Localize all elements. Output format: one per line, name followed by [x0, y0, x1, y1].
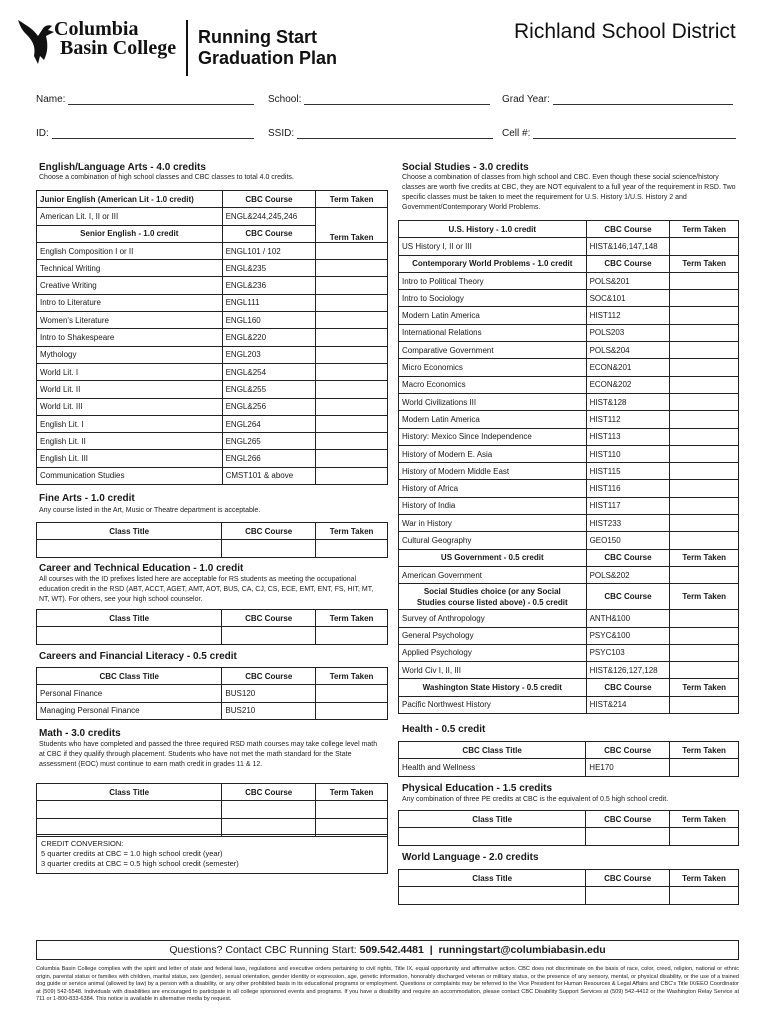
fine-arts-desc: Any course listed in the Art, Music or Theatre department is acceptable. [39, 507, 261, 514]
term-taken-cell[interactable] [670, 759, 739, 776]
cbc-course-cell: GEO150 [586, 532, 670, 549]
cbc-course-cell: ANTH&100 [586, 610, 670, 627]
term-taken-cell[interactable] [316, 398, 388, 415]
term-taken-cell[interactable] [316, 381, 388, 398]
district-name: Richland School District [514, 20, 736, 43]
class-title-cell: Modern Latin America [399, 411, 587, 428]
table-row [399, 307, 739, 324]
term-taken-cell[interactable] [316, 312, 388, 329]
social-choice-line1: Social Studies choice (or any Social [423, 586, 561, 596]
cbc-course-cell: ENGL&254 [222, 363, 316, 380]
cbc-course-cell: ENGL111 [222, 294, 316, 311]
class-title-cell: US History I, II or III [399, 238, 587, 255]
table-row [399, 376, 739, 393]
cbc-course-cell: HIST116 [586, 480, 670, 497]
cbc-course-header: CBC Course [586, 742, 670, 759]
term-taken-cell[interactable] [316, 277, 388, 294]
class-title-cell: War in History [399, 515, 587, 532]
table-row [37, 294, 388, 311]
header-divider [186, 20, 188, 76]
pe-desc: Any combination of three PE credits at CBC is the equivalent of 0.5 high school credit. [402, 796, 669, 803]
term-taken-cell[interactable] [316, 294, 388, 311]
term-taken-cell[interactable] [670, 290, 739, 307]
class-title-cell: International Relations [399, 324, 587, 341]
term-taken-cell[interactable] [316, 702, 388, 719]
math-desc: Students who have completed and passed the three required RSD math courses may take college level math at CBC if they qualify through placement. Students who have not met the math standard for the State assessment (EOC) must continue to earn math credit in grades 11 & 12. [39, 741, 378, 768]
ela-table [36, 190, 388, 485]
class-title-header: CBC Class Title [399, 742, 586, 759]
table-row [37, 467, 388, 484]
cbc-course-cell: HIST&126,127,128 [586, 662, 670, 679]
cell-field[interactable] [502, 128, 736, 139]
title-line2: Graduation Plan [198, 48, 338, 68]
contact-email[interactable]: runningstart@columbiabasin.edu [438, 944, 606, 956]
term-taken-cell[interactable] [316, 415, 388, 432]
term-taken-header: Term Taken [316, 523, 388, 540]
class-title-cell: Survey of Anthropology [399, 610, 587, 627]
table-row [37, 208, 388, 225]
legal-notice: Columbia Basin College complies with the spirit and letter of state and federal laws, regulations and executive orders pertaining to civil rights, Title IX, equal opportunity and affirmative action. CBC does not discriminate on the basis of race, color, creed, religion, national or ethnic origin, parental status or families with children, marital status, sex (gender), sexual orientation, gender identity or expression, age, genetic information, honorably discharged veteran or military status, or the presence of any sensory, mental, or physical disability, or the use of a trained dog guide or service animal (allowed by law) by a person with a disability, or any other prohibited basis in its educational programs or employment. Questions or complaints may be referred to the Vice President for Human Resources & Legal Affairs and CBC's Title IX/EEO Coordinator at (509) 542-5548. Individuals with disabilities are encouraged to participate in all college sponsored events and programs. If you have a disability and require an accommodation, please contact CBC Disability Support Services at (509) 542-4412 or the Washington Relay Service at 711 or 1-800-833-6384. This notice is available in alternative media by request. [36, 966, 739, 1003]
table-row [399, 290, 739, 307]
cbc-course-cell: ENGL264 [222, 415, 316, 432]
class-title-header: Class Title [399, 870, 586, 887]
class-title-cell: English Lit. II [37, 433, 223, 450]
term-taken-header: Term Taken [670, 742, 739, 759]
cbc-course-cell: ENGL&235 [222, 260, 316, 277]
health-table [398, 741, 739, 777]
school-label: School: [268, 94, 302, 105]
class-title-cell: English Lit. I [37, 415, 223, 432]
term-taken-cell[interactable] [670, 497, 739, 514]
table-row [37, 260, 388, 277]
grad-year-label: Grad Year: [502, 94, 550, 105]
grad-year-field[interactable] [502, 94, 733, 105]
world-language-title: World Language - 2.0 credits [402, 852, 539, 863]
college-logo-text [54, 20, 176, 58]
term-taken-cell[interactable] [316, 467, 388, 484]
class-title-cell: Cultural Geography [399, 532, 587, 549]
term-taken-cell[interactable] [670, 515, 739, 532]
class-title-cell: Macro Economics [399, 376, 587, 393]
credit-conversion-semester: 3 quarter credits at CBC = 0.5 high school credit (semester) [41, 859, 239, 868]
cbc-course-header: CBC Course [586, 870, 670, 887]
cbc-course-header: CBC Course [222, 225, 316, 242]
class-title-header: CBC Class Title [37, 668, 222, 685]
table-row [37, 685, 388, 702]
cbc-course-header: CBC Course [222, 668, 316, 685]
social-choice-header [399, 584, 739, 610]
class-title-cell: World Lit. II [37, 381, 223, 398]
term-taken-cell[interactable] [670, 463, 739, 480]
table-row [399, 662, 739, 679]
term-taken-header: Term Taken [670, 221, 739, 238]
table-row [399, 393, 739, 410]
cbc-course-cell: HIST117 [586, 497, 670, 514]
table-row [399, 532, 739, 549]
cbc-course-header: CBC Course [222, 523, 316, 540]
cell-label: Cell #: [502, 128, 531, 139]
term-taken-cell[interactable] [316, 346, 388, 363]
cfl-title: Careers and Financial Literacy - 0.5 credit [39, 651, 237, 662]
pe-title: Physical Education - 1.5 credits [402, 783, 553, 794]
term-taken-cell[interactable] [670, 428, 739, 445]
term-taken-cell[interactable] [670, 627, 739, 644]
cbc-course-cell: ENGL&236 [222, 277, 316, 294]
term-taken-header: Term Taken [316, 668, 388, 685]
credit-conversion-box [36, 834, 388, 874]
table-row [399, 515, 739, 532]
contact-separator: | [429, 944, 433, 956]
table-row [399, 272, 739, 289]
class-title-cell: World Lit. III [37, 398, 223, 415]
blank-row[interactable] [37, 801, 388, 819]
world-language-table [398, 869, 739, 905]
class-title-cell: Health and Wellness [399, 759, 586, 776]
cbc-course-cell: ENGL160 [222, 312, 316, 329]
id-field[interactable] [36, 128, 254, 139]
term-taken-header: Term Taken [316, 610, 388, 627]
class-title-cell: Intro to Literature [37, 294, 223, 311]
term-taken-cell[interactable] [670, 445, 739, 462]
table-row [37, 312, 388, 329]
class-title-cell: Women's Literature [37, 312, 223, 329]
cbc-course-cell: POLS&201 [586, 272, 670, 289]
junior-english-header: Junior English (American Lit - 1.0 credit) [37, 191, 223, 208]
table-header-row [37, 523, 388, 540]
cbc-course-cell: ECON&202 [586, 376, 670, 393]
table-row [399, 342, 739, 359]
class-title-cell: Applied Psychology [399, 644, 587, 661]
table-row [37, 415, 388, 432]
credit-conversion-year: 5 quarter credits at CBC = 1.0 high school credit (year) [41, 849, 223, 858]
blank-row[interactable] [399, 887, 739, 905]
cbc-course-header: CBC Course [586, 811, 670, 828]
table-header-row [399, 742, 739, 759]
term-taken-header: Term Taken [670, 549, 739, 566]
table-row [399, 497, 739, 514]
cbc-course-cell: HIST&128 [586, 393, 670, 410]
class-title-cell: Managing Personal Finance [37, 702, 222, 719]
term-taken-cell[interactable] [670, 566, 739, 583]
cbc-course-cell: ENGL203 [222, 346, 316, 363]
contact-phone[interactable]: 509.542.4481 [359, 944, 424, 956]
pe-table [398, 810, 739, 846]
term-taken-cell[interactable] [670, 359, 739, 376]
class-title-cell: General Psychology [399, 627, 587, 644]
class-title-cell: Intro to Shakespeare [37, 329, 223, 346]
class-title-cell: World Civilizations III [399, 393, 587, 410]
cfl-table [36, 667, 388, 720]
table-header-row [399, 870, 739, 887]
table-row [37, 329, 388, 346]
us-government-header [399, 549, 739, 566]
cbc-course-header: CBC Course [586, 584, 670, 610]
class-title-cell: Pacific Northwest History [399, 696, 587, 713]
us-history-header [399, 221, 739, 238]
table-row [37, 346, 388, 363]
cbc-course-cell: HIST112 [586, 411, 670, 428]
cbc-course-cell: BUS120 [222, 685, 316, 702]
class-title-cell: Comparative Government [399, 342, 587, 359]
class-title-header: Class Title [37, 784, 222, 801]
cte-title: Career and Technical Education - 1.0 credit [39, 563, 244, 574]
cte-desc: All courses with the ID prefixes listed here are acceptable for RS students as meeting the occupational education credit in the RSD (ABT, ACCT, AGET, AMT, AOT, BUS, CA, CJ, CS, ECE, EMT, ENT, FS, HIT, MT, NT, WT). For others, see your high school counselor. [39, 576, 374, 603]
table-row [399, 428, 739, 445]
term-taken-cell[interactable] [670, 610, 739, 627]
class-title-cell: Communication Studies [37, 467, 223, 484]
class-title-cell: Personal Finance [37, 685, 222, 702]
class-title-cell: World Civ I, II, III [399, 662, 587, 679]
class-title-cell: History of Africa [399, 480, 587, 497]
class-title-header: Class Title [37, 610, 222, 627]
health-title: Health - 0.5 credit [402, 724, 486, 735]
term-taken-header: Term Taken [670, 255, 739, 272]
cbc-course-cell: SOC&101 [586, 290, 670, 307]
term-taken-cell[interactable] [670, 532, 739, 549]
cbc-course-cell: POLS203 [586, 324, 670, 341]
cbc-course-cell: ENGL&220 [222, 329, 316, 346]
cbc-course-cell: PSYC&100 [586, 627, 670, 644]
term-taken-cell[interactable] [316, 450, 388, 467]
class-title-cell: Technical Writing [37, 260, 223, 277]
class-title-cell: American Government [399, 566, 587, 583]
table-row [37, 363, 388, 380]
term-taken-cell[interactable] [670, 272, 739, 289]
cbc-course-header: CBC Course [222, 784, 316, 801]
cbc-course-header: CBC Course [586, 255, 670, 272]
ssid-field[interactable] [268, 128, 493, 139]
cbc-course-header: CBC Course [586, 221, 670, 238]
table-row [399, 696, 739, 713]
cbc-course-cell: ENGL101 / 102 [222, 242, 316, 259]
term-taken-cell[interactable] [670, 393, 739, 410]
table-row [399, 627, 739, 644]
cbc-course-cell: HIST113 [586, 428, 670, 445]
class-title-cell: English Composition I or II [37, 242, 223, 259]
term-taken-cell[interactable] [670, 696, 739, 713]
table-row [37, 242, 388, 259]
cte-table [36, 609, 388, 645]
term-taken-cell[interactable] [670, 307, 739, 324]
table-header-row [37, 610, 388, 627]
cbc-course-cell: ENGL&255 [222, 381, 316, 398]
school-field[interactable] [268, 94, 490, 105]
table-row [37, 433, 388, 450]
table-row [37, 277, 388, 294]
section-header-cell: US Government - 0.5 credit [399, 549, 587, 566]
table-row [399, 324, 739, 341]
term-taken-cell[interactable] [316, 685, 388, 702]
cbc-course-cell: HIST115 [586, 463, 670, 480]
class-title-cell: Modern Latin America [399, 307, 587, 324]
term-taken-cell[interactable] [316, 433, 388, 450]
term-taken-cell[interactable] [670, 324, 739, 341]
math-title: Math - 3.0 credits [39, 728, 121, 739]
table-row [37, 450, 388, 467]
term-taken-cell[interactable] [670, 480, 739, 497]
class-title-cell: Creative Writing [37, 277, 223, 294]
class-title-cell: History: Mexico Since Independence [399, 428, 587, 445]
term-taken-cell[interactable] [670, 376, 739, 393]
cbc-course-header: CBC Course [586, 549, 670, 566]
cbc-course-cell: HE170 [586, 759, 670, 776]
ssid-label: SSID: [268, 128, 295, 139]
college-line2: Basin College [60, 37, 177, 59]
term-taken-header: Term Taken [316, 191, 388, 208]
table-row [399, 759, 739, 776]
class-title-cell: English Lit. III [37, 450, 223, 467]
class-title-cell: Intro to Political Theory [399, 272, 587, 289]
cwp-header [399, 255, 739, 272]
table-header-row [37, 191, 388, 208]
term-taken-header: Term Taken [316, 784, 388, 801]
table-row [399, 359, 739, 376]
id-label: ID: [36, 128, 49, 139]
blank-row[interactable] [399, 828, 739, 845]
cbc-course-cell: HIST110 [586, 445, 670, 462]
cbc-course-cell: POLS&204 [586, 342, 670, 359]
cbc-course-cell: HIST&146,147,148 [586, 238, 670, 255]
social-studies-table [398, 220, 739, 714]
table-row [399, 480, 739, 497]
fine-arts-title: Fine Arts - 1.0 credit [39, 493, 135, 504]
term-taken-header: Term Taken [670, 584, 739, 610]
section-header-cell: Contemporary World Problems - 1.0 credit [399, 255, 587, 272]
term-taken-cell[interactable] [316, 329, 388, 346]
table-row [37, 398, 388, 415]
class-title-header: Class Title [399, 811, 586, 828]
class-title-cell: American Lit. I, II or III [37, 208, 223, 225]
social-choice-header-cell [399, 584, 587, 610]
table-row [399, 463, 739, 480]
term-taken-cell[interactable] [316, 242, 388, 259]
term-taken-header: Term Taken [316, 208, 388, 243]
section-header-cell: U.S. History - 1.0 credit [399, 221, 587, 238]
section-header-cell: Washington State History - 0.5 credit [399, 679, 587, 696]
senior-english-header: Senior English - 1.0 credit [37, 225, 223, 242]
cbc-course-cell: ENGL&256 [222, 398, 316, 415]
term-taken-cell[interactable] [316, 363, 388, 380]
social-studies-desc: Choose a combination of classes from high school and CBC. Even though these social science/history classes are worth five credits at CBC, they are NOT equivalent to a full year of the requirement in RSD. Two specific classes must be taken to meet the requirement for U.S. History 1/U.S. History 2 and Government/Contemporary World Problems. [402, 174, 736, 211]
college-line1: Columbia [54, 18, 139, 40]
cbc-course-header: CBC Course [222, 610, 316, 627]
table-row [399, 610, 739, 627]
class-title-header: Class Title [37, 523, 222, 540]
table-header-row [37, 668, 388, 685]
class-title-cell: History of Modern Middle East [399, 463, 587, 480]
cbc-course-cell: ENGL&244,245,246 [222, 208, 316, 225]
credit-conversion-heading: CREDIT CONVERSION: [41, 839, 124, 848]
cbc-course-header: CBC Course [586, 679, 670, 696]
table-header-row [37, 784, 388, 801]
cbc-course-cell: HIST112 [586, 307, 670, 324]
table-row [399, 644, 739, 661]
class-title-cell: History of Modern E. Asia [399, 445, 587, 462]
table-row [37, 381, 388, 398]
cbc-course-cell: PSYC103 [586, 644, 670, 661]
blank-row[interactable] [37, 540, 388, 557]
cbc-course-cell: CMST101 & above [222, 467, 316, 484]
term-taken-cell[interactable] [670, 644, 739, 661]
table-row [399, 238, 739, 255]
cbc-course-cell: ENGL265 [222, 433, 316, 450]
math-table [36, 783, 388, 837]
table-row [399, 411, 739, 428]
blank-row[interactable] [37, 627, 388, 644]
cbc-course-cell: HIST&214 [586, 696, 670, 713]
term-taken-header: Term Taken [670, 870, 739, 887]
table-row [37, 702, 388, 719]
table-header-row [399, 811, 739, 828]
class-title-cell: History of India [399, 497, 587, 514]
term-taken-header: Term Taken [670, 811, 739, 828]
term-taken-cell[interactable] [670, 662, 739, 679]
contact-box [36, 940, 739, 960]
cbc-course-cell: HIST233 [586, 515, 670, 532]
class-title-cell: World Lit. I [37, 363, 223, 380]
class-title-cell: Micro Economics [399, 359, 587, 376]
class-title-cell: Mythology [37, 346, 223, 363]
term-taken-header: Term Taken [670, 679, 739, 696]
class-title-cell: Intro to Sociology [399, 290, 587, 307]
ela-desc: Choose a combination of high school classes and CBC classes to total 4.0 credits. [39, 174, 294, 181]
table-row [399, 445, 739, 462]
questions-text: Questions? Contact CBC Running Start: [169, 944, 357, 956]
cbc-course-header: CBC Course [222, 191, 316, 208]
page-title [198, 27, 337, 69]
ela-title: English/Language Arts - 4.0 credits [39, 162, 206, 173]
term-taken-cell[interactable] [316, 260, 388, 277]
fine-arts-table [36, 522, 388, 558]
cbc-course-cell: ENGL266 [222, 450, 316, 467]
cbc-course-cell: POLS&202 [586, 566, 670, 583]
name-field[interactable] [36, 94, 254, 105]
social-studies-title: Social Studies - 3.0 credits [402, 162, 529, 173]
term-taken-cell[interactable] [670, 411, 739, 428]
term-taken-cell[interactable] [670, 342, 739, 359]
term-taken-cell[interactable] [670, 238, 739, 255]
title-line1: Running Start [198, 27, 317, 47]
wa-history-header [399, 679, 739, 696]
cbc-course-cell: ECON&201 [586, 359, 670, 376]
name-label: Name: [36, 94, 66, 105]
social-choice-line2: Studies course listed above) - 0.5 credit [416, 597, 568, 607]
table-row [399, 566, 739, 583]
cbc-course-cell: BUS210 [222, 702, 316, 719]
